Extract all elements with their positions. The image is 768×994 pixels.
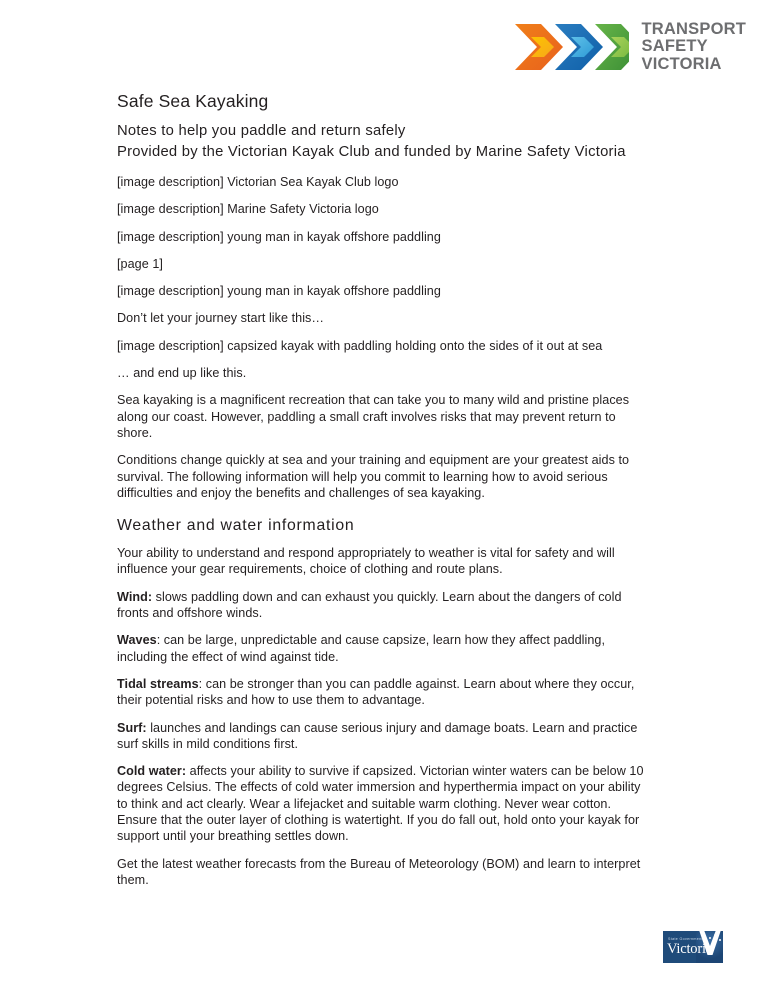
tsv-wordmark xyxy=(642,21,746,74)
transport-safety-victoria-logo xyxy=(511,18,746,76)
chevron-logo-icon xyxy=(511,18,633,76)
body-paragraph: [page 1] xyxy=(117,256,163,271)
paragraph-lead-term: Cold water: xyxy=(117,764,187,779)
section-heading: Weather and water information xyxy=(117,517,355,535)
paragraph-body: : can be stronger than you can paddle against. Learn about where they occur, their potential risks and how to use them to advantage. xyxy=(117,676,635,708)
victoria-state-government-logo xyxy=(663,931,723,963)
subtitle-line-2: Provided by the Victorian Kayak Club and funded by Marine Safety Victoria xyxy=(117,143,626,160)
body-paragraph: [image description] Victorian Sea Kayak Club logo xyxy=(117,175,399,189)
document-body xyxy=(117,174,653,888)
paragraph-body: affects your ability to survive if capsized. Victorian winter waters can be below 10 degrees Celsius. The effects of cold water immersion and hyperthermia impact on your ability to think and act clearly. Wear a lifejacket and suitable warm clothing. Never wear cotton. Ensure that the outer layer of clothing is watertight. If you do fall out, hold onto your kayak for support until your breathing settles down. xyxy=(117,764,644,844)
body-paragraph: Get the latest weather forecasts from the Bureau of Meteorology (BOM) and learn to interpret them. xyxy=(117,856,641,887)
body-paragraph xyxy=(117,589,653,622)
body-paragraph xyxy=(117,763,653,844)
body-paragraph: [image description] young man in kayak offshore paddling xyxy=(117,229,441,244)
paragraph-lead-term: Wind: xyxy=(117,589,153,604)
body-paragraph: … and end up like this. xyxy=(117,366,247,381)
body-paragraph: [image description] young man in kayak offshore paddling xyxy=(117,284,441,299)
document-subtitle xyxy=(117,121,653,162)
tsv-wordmark-line-2: SAFETY xyxy=(641,37,708,56)
paragraph-lead-term: Surf: xyxy=(117,720,147,735)
body-paragraph: Your ability to understand and respond appropriately to weather is vital for safety and will influence your gear requirements, choice of clothing and route plans. xyxy=(117,546,615,577)
tsv-wordmark-line-3: VICTORIA xyxy=(641,54,722,73)
victoria-wordmark: Victoria xyxy=(667,941,713,957)
document-content xyxy=(117,90,653,899)
page-title: Safe Sea Kayaking xyxy=(117,91,269,111)
paragraph-lead-term: Waves xyxy=(117,633,157,648)
body-paragraph: Conditions change quickly at sea and your training and equipment are your greatest aids to survival. The following information will help you commit to learning how to avoid serious difficulties and enjoy the benefits and challenges of sea kayaking. xyxy=(117,453,630,500)
body-paragraph xyxy=(117,676,653,709)
paragraph-body: launches and landings can cause serious injury and damage boats. Learn and practice surf skills in mild conditions first. xyxy=(117,720,638,751)
tsv-wordmark-line-1: TRANSPORT xyxy=(641,19,746,38)
body-paragraph: Don’t let your journey start like this… xyxy=(117,311,325,326)
paragraph-body: slows paddling down and can exhaust you quickly. Learn about the dangers of cold fronts and offshore winds. xyxy=(117,589,622,621)
subtitle-line-1: Notes to help you paddle and return safely xyxy=(117,123,406,139)
body-paragraph: [image description] capsized kayak with paddling holding onto the sides of it out at sea xyxy=(117,338,603,353)
paragraph-lead-term: Tidal streams xyxy=(117,676,199,691)
body-paragraph: Sea kayaking is a magnificent recreation that can take you to many wild and pristine places along our coast. However, paddling a small craft involves risks that may prevent return to shore. xyxy=(117,393,630,440)
body-paragraph: [image description] Marine Safety Victoria logo xyxy=(117,202,379,217)
body-paragraph xyxy=(117,720,653,753)
body-paragraph xyxy=(117,632,653,665)
paragraph-body: : can be large, unpredictable and cause capsize, learn how they affect paddling, including the effect of wind against tide. xyxy=(117,633,606,664)
state-government-label: State Government xyxy=(668,937,703,941)
